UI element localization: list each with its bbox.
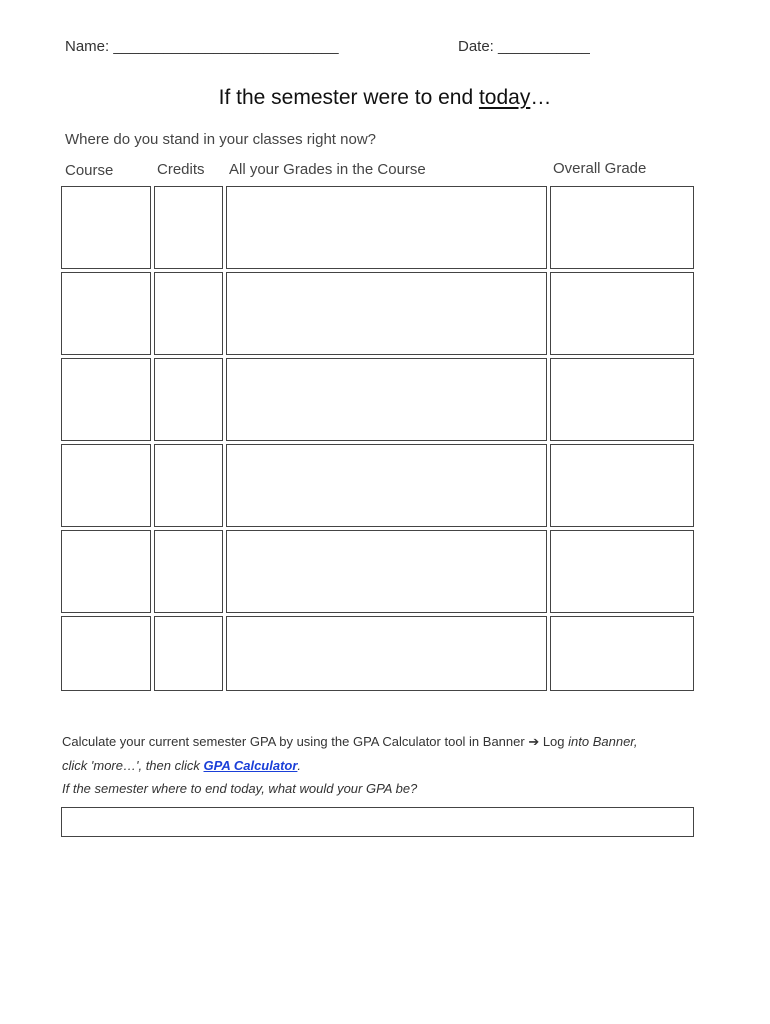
instructions-line-2 xyxy=(62,758,301,773)
grades-cell[interactable] xyxy=(226,530,547,613)
instructions-part1: Calculate your current semester GPA by using the GPA Calculator tool in Banner xyxy=(62,734,529,749)
grades-cell[interactable] xyxy=(226,186,547,269)
instructions-part2: Log xyxy=(539,734,569,749)
overall-cell[interactable] xyxy=(550,530,694,613)
course-cell[interactable] xyxy=(61,358,151,441)
instructions-line3-text: If the semester where to end today, what would your GPA be? xyxy=(62,781,418,796)
arrow-icon: ➔ xyxy=(528,734,540,749)
instructions-line-3 xyxy=(62,781,417,796)
title-underlined-word: today xyxy=(478,86,531,109)
course-cell[interactable] xyxy=(61,186,151,269)
column-header-grades: All your Grades in the Course xyxy=(229,161,426,178)
course-cell[interactable] xyxy=(61,444,151,527)
gpa-answer-box[interactable] xyxy=(61,807,694,837)
column-header-course: Course xyxy=(65,162,114,179)
title-suffix: … xyxy=(530,86,552,109)
page-title xyxy=(0,86,770,110)
credits-cell[interactable] xyxy=(154,530,223,613)
course-cell[interactable] xyxy=(61,530,151,613)
instructions-line2-prefix: click 'more…', then click xyxy=(62,758,204,773)
grades-cell[interactable] xyxy=(226,616,547,691)
credits-cell[interactable] xyxy=(154,186,223,269)
credits-cell[interactable] xyxy=(154,272,223,355)
credits-cell[interactable] xyxy=(154,616,223,691)
overall-cell[interactable] xyxy=(550,444,694,527)
instructions-line-1 xyxy=(62,734,638,750)
date-field-label: Date: ___________ xyxy=(458,38,590,55)
course-cell[interactable] xyxy=(61,616,151,691)
instructions-part3: into Banner, xyxy=(568,734,638,749)
name-field-label: Name: ___________________________ xyxy=(65,38,339,55)
credits-cell[interactable] xyxy=(154,444,223,527)
overall-cell[interactable] xyxy=(550,186,694,269)
overall-cell[interactable] xyxy=(550,358,694,441)
overall-cell[interactable] xyxy=(550,272,694,355)
column-header-overall: Overall Grade xyxy=(553,160,647,177)
grades-cell[interactable] xyxy=(226,444,547,527)
overall-cell[interactable] xyxy=(550,616,694,691)
credits-cell[interactable] xyxy=(154,358,223,441)
course-cell[interactable] xyxy=(61,272,151,355)
column-header-credits: Credits xyxy=(157,161,205,178)
grades-cell[interactable] xyxy=(226,272,547,355)
question-text: Where do you stand in your classes right now? xyxy=(65,131,376,148)
grades-cell[interactable] xyxy=(226,358,547,441)
instructions-line2-suffix: . xyxy=(297,758,302,773)
title-prefix: If the semester were to end xyxy=(218,86,479,109)
gpa-calculator-link[interactable]: GPA Calculator xyxy=(203,758,298,773)
